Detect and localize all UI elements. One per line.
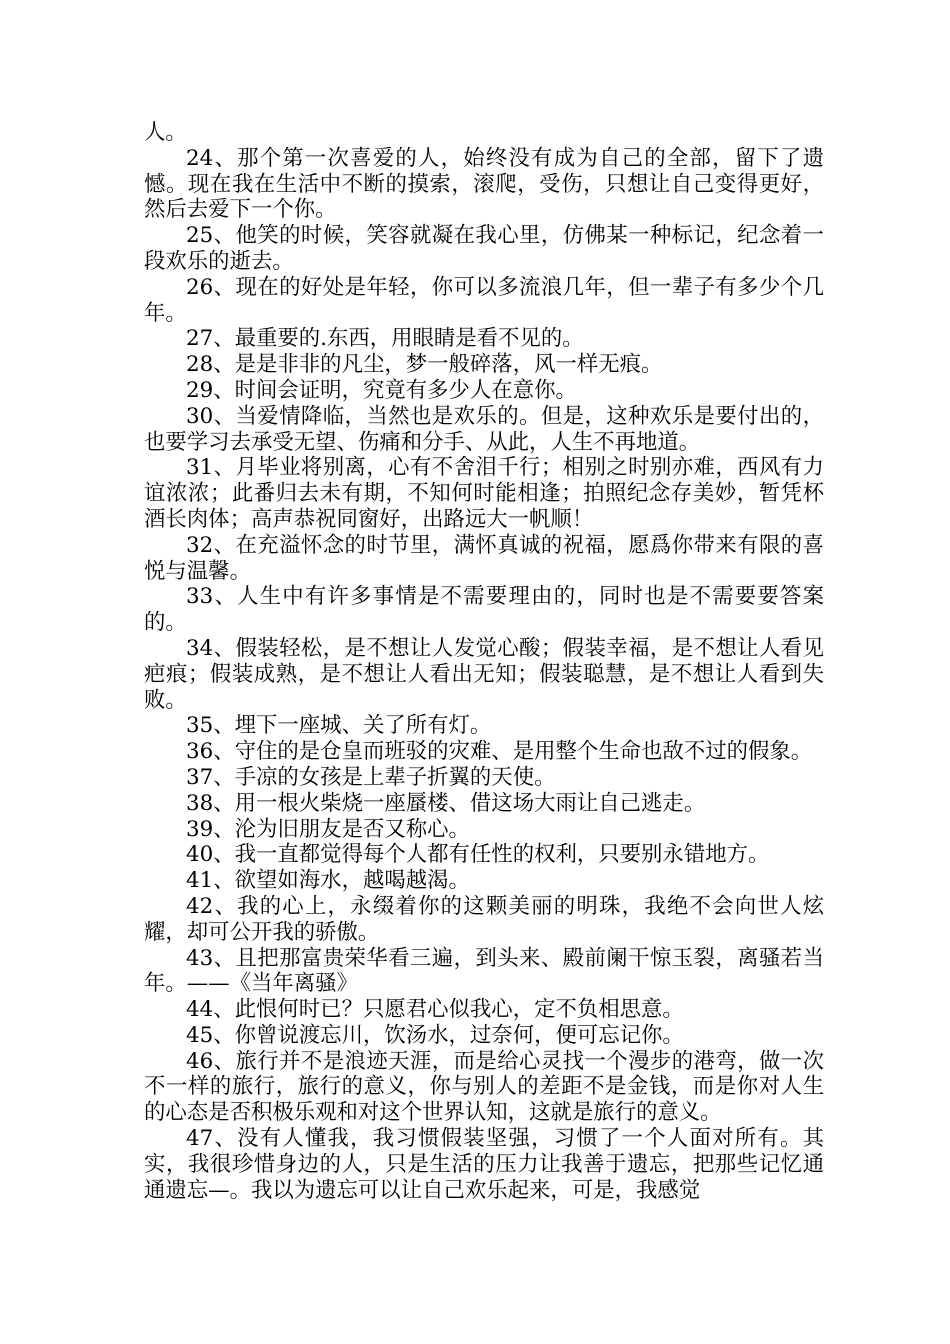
paragraph-item-41: 41、欲望如海水，越喝越渴。 xyxy=(186,868,470,894)
paragraph-item-29: 29、时间会证明，究竟有多少人在意你。 xyxy=(186,377,577,403)
paragraph-item-42: 42、我的心上，永缀着你的这颗美丽的明珠，我绝不会向世人炫耀，却可公开我的骄傲。 xyxy=(144,893,824,945)
paragraph-item-33: 33、人生中有许多事情是不需要理由的，同时也是不需要要答案的。 xyxy=(144,584,824,636)
paragraph-item-35: 35、埋下一座城、关了所有灯。 xyxy=(186,713,492,739)
paragraph-item-28: 28、是是非非的凡尘，梦一般碎落，风一样无痕。 xyxy=(186,352,663,378)
paragraph-item-26: 26、现在的好处是年轻，你可以多流浪几年，但一辈子有多少个几年。 xyxy=(144,274,824,326)
paragraph-item-47: 47、没有人懂我，我习惯假装坚强，习惯了一个人面对所有。其实，我很珍惜身边的人，只是生活的压力让我善于遗忘，把那些记忆通通遗忘—。我以为遗忘可以让自己欢乐起来，可是，我感觉 xyxy=(144,1126,824,1203)
paragraph-item-39: 39、沦为旧朋友是否又称心。 xyxy=(186,816,470,842)
paragraph-item-27: 27、最重要的.东西，用眼睛是看不见的。 xyxy=(186,326,584,352)
paragraph-item-46: 46、旅行并不是浪迹天涯，而是给心灵找一个漫步的港弯，做一次不一样的旅行，旅行的意义，你与别人的差距不是金钱，而是你对人生的心态是否积极乐观和对这个世界认知，这就是旅行的意义。 xyxy=(144,1048,824,1126)
document-page xyxy=(144,120,824,1203)
paragraph-item-24: 24、那个第一次喜爱的人，始终没有成为自己的全部，留下了遗憾。现在我在生活中不断的摸索，滚爬，受伤，只想让自己变得更好，然后去爱下一个你。 xyxy=(144,145,824,223)
paragraph-item-38: 38、用一根火柴烧一座蜃楼、借这场大雨让自己逃走。 xyxy=(186,790,706,816)
paragraph-item-40: 40、我一直都觉得每个人都有任性的权利，只要别永错地方。 xyxy=(186,842,770,868)
paragraph-item-37: 37、手凉的女孩是上辈子折翼的天使。 xyxy=(186,764,556,790)
paragraph-item-45: 45、你曾说渡忘川，饮汤水，过奈何，便可忘记你。 xyxy=(186,1022,684,1048)
paragraph-item-44: 44、此恨何时已？只愿君心似我心，定不负相思意。 xyxy=(186,997,684,1023)
paragraph-continuation: 人。 xyxy=(144,120,187,145)
paragraph-item-36: 36、守住的是仓皇而班驳的灾难、是用整个生命也敌不过的假象。 xyxy=(186,739,813,765)
paragraph-item-43: 43、且把那富贵荣华看三遍，到头来、殿前阑干惊玉裂，离骚若当年。——《当年离骚》 xyxy=(144,945,824,997)
paragraph-item-34: 34、假装轻松，是不想让人发觉心酸；假装幸福，是不想让人看见疤痕；假装成熟，是不想让人看出无知；假装聪慧，是不想让人看到失败。 xyxy=(144,635,824,713)
paragraph-item-32: 32、在充溢怀念的时节里，满怀真诚的祝福，愿爲你带来有限的喜悦与温馨。 xyxy=(144,532,824,584)
paragraph-item-25: 25、他笑的时候，笑容就凝在我心里，仿佛某一种标记，纪念着一段欢乐的逝去。 xyxy=(144,223,824,274)
paragraph-item-30: 30、当爱情降临，当然也是欢乐的。但是，这种欢乐是要付出的，也要学习去承受无望、伤痛和分手、从此，人生不再地道。 xyxy=(144,403,824,455)
paragraph-item-31: 31、月毕业将别离，心有不舍泪千行；相别之时别亦难，西风有力谊浓浓；此番归去未有期，不知何时能相逢；拍照纪念存美妙，暂凭杯酒长肉体；高声恭祝同窗好，出路远大一帆顺！ xyxy=(144,455,824,532)
